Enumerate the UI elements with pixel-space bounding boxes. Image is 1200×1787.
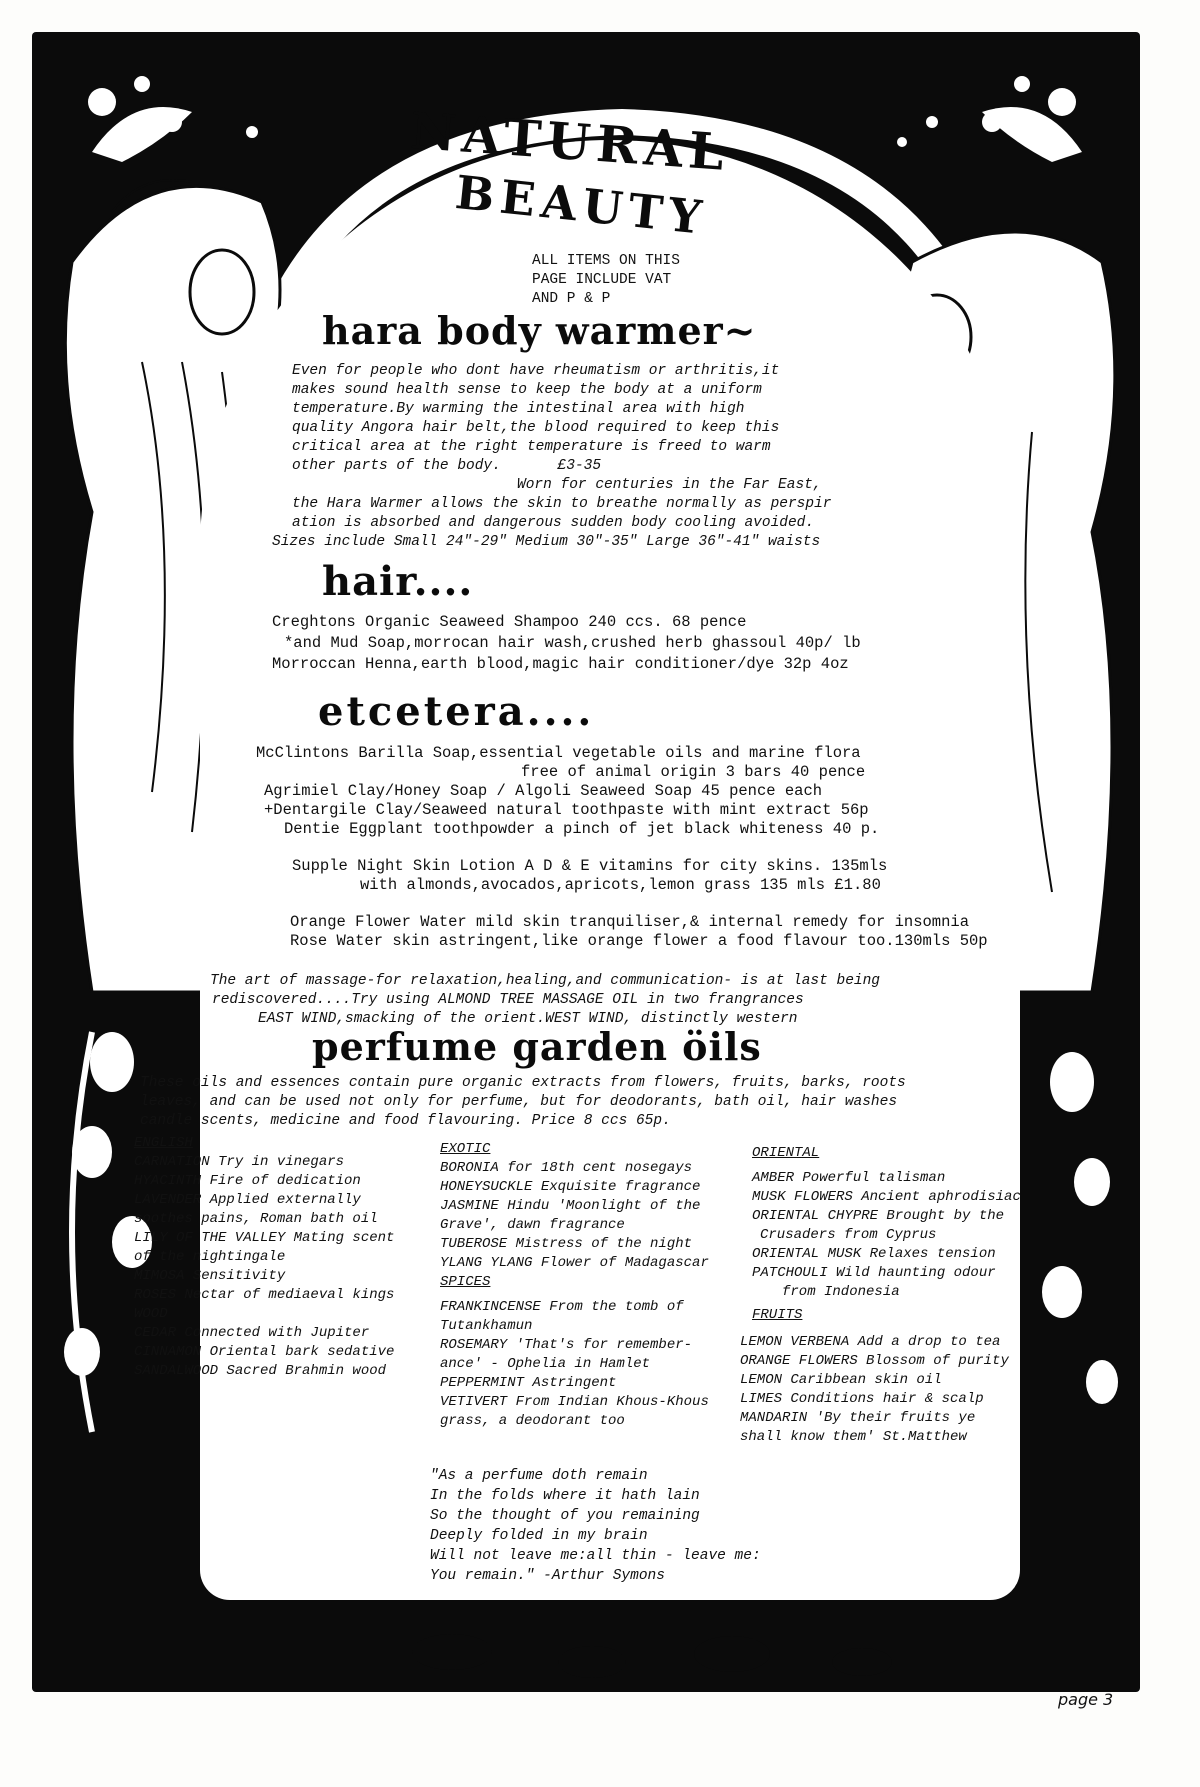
vat-note-line: ALL ITEMS ON THIS (532, 253, 680, 269)
perfume-item: AMBER Powerful talisman (752, 1170, 946, 1186)
page-title-line1: NATURAL (408, 100, 732, 183)
perfume-item: SANDALWOOD Sacred Brahmin wood (134, 1363, 387, 1379)
oriental-column (740, 1144, 1021, 1447)
poem-line: So the thought of you remaining (430, 1508, 700, 1524)
hara-line: the Hara Warmer allows the skin to breathe normally as perspir (292, 496, 832, 512)
perfume-intro (140, 1074, 906, 1131)
perfume-item: of the nightingale (134, 1249, 286, 1265)
perfume-item: ROSES Nectar of mediaeval kings (134, 1287, 395, 1303)
etcetera-item: Orange Flower Water mild skin tranquiliser,& internal remedy for insomnia (290, 913, 970, 931)
perfume-intro-line: leaves, and can be used not only for perfume, but for deodorants, bath oil, hair washes (140, 1094, 898, 1110)
poem-line: You remain." -Arthur Symons (430, 1568, 665, 1584)
hara-line: Worn for centuries in the Far East, (517, 477, 822, 493)
hair-list (272, 612, 861, 675)
perfume-item: BORONIA for 18th cent nosegays (440, 1160, 693, 1176)
english-column (134, 1134, 394, 1381)
hara-line: makes sound health sense to keep the body at a uniform (292, 382, 762, 398)
hara-heading: hara body warmer~ (322, 308, 757, 353)
massage-line: EAST WIND,smacking of the orient.WEST WIND, distinctly western (258, 1011, 798, 1027)
perfume-item: LILY OF THE VALLEY Mating scent (134, 1230, 395, 1246)
perfume-item: MUSK FLOWERS Ancient aphrodisiac (752, 1189, 1021, 1205)
hara-line: quality Angora hair belt,the blood required to keep this (292, 420, 780, 436)
etcetera-item: with almonds,avocados,apricots,lemon grass 135 mls £1.80 (360, 876, 881, 894)
perfume-item: VETIVERT From Indian Khous-Khous (440, 1394, 709, 1410)
perfume-item: MIMOSA Sensitivity (134, 1268, 286, 1284)
etcetera-item: McClintons Barilla Soap,essential vegetable oils and marine flora (256, 744, 861, 762)
bottom-pebbles (412, 1634, 892, 1678)
perfume-item: Tutankhamun (440, 1318, 533, 1334)
perfume-item: YLANG YLANG Flower of Madagascar (440, 1255, 709, 1271)
vat-note (532, 252, 680, 309)
hara-description (272, 362, 832, 552)
perfume-item: MANDARIN 'By their fruits ye (740, 1410, 976, 1426)
perfume-intro-line: candle scents, medicine and food flavouring. Price 8 ccs 65p. (140, 1113, 671, 1129)
massage-line: rediscovered....Try using ALMOND TREE MASSAGE OIL in two frangrances (212, 992, 804, 1008)
fruits-title: FRUITS (752, 1307, 803, 1323)
poem-line: In the folds where it hath lain (430, 1488, 700, 1504)
perfume-item: ROSEMARY 'That's for remember- (440, 1337, 693, 1353)
massage-line: The art of massage-for relaxation,healing,and communication- is at last being (210, 973, 881, 989)
poem-quote (430, 1466, 761, 1586)
hara-line: ation is absorbed and dangerous sudden body cooling avoided. (292, 515, 815, 531)
page-number: page 3 (1058, 1690, 1114, 1709)
perfume-item: ORANGE FLOWERS Blossom of purity (740, 1353, 1009, 1369)
perfume-item: shall know them' St.Matthew (740, 1429, 967, 1445)
hara-line: Even for people who dont have rheumatism or arthritis,it (292, 363, 780, 379)
vat-note-line: PAGE INCLUDE VAT (532, 272, 672, 288)
etcetera-item: Supple Night Skin Lotion A D & E vitamins for city skins. 135mls (292, 857, 888, 875)
poem-line: Deeply folded in my brain (430, 1528, 648, 1544)
etcetera-item: Rose Water skin astringent,like orange flower a food flavour too.130mls 50p (290, 932, 988, 950)
exotic-column (440, 1140, 709, 1431)
perfume-item: soothes pains, Roman bath oil (134, 1211, 378, 1227)
hara-line: critical area at the right temperature is freed to warm (292, 439, 771, 455)
perfume-item: LAVENDER Applied externally (134, 1192, 361, 1208)
hair-item: Creghtons Organic Seaweed Shampoo 240 ccs. 68 pence (272, 613, 747, 631)
perfume-item: Crusaders from Cyprus (760, 1227, 937, 1243)
hara-line: Sizes include Small 24"-29" Medium 30"-35" Large 36"-41" waists (272, 534, 821, 550)
page-title-line2: BEAUTY (452, 164, 710, 246)
perfume-item: ORIENTAL MUSK Relaxes tension (752, 1246, 996, 1262)
perfume-heading: perfume garden öils (312, 1024, 762, 1069)
perfume-item: LIMES Conditions hair & scalp (740, 1391, 984, 1407)
etcetera-item: +Dentargile Clay/Seaweed natural toothpaste with mint extract 56p (264, 801, 869, 819)
perfume-item: from Indonesia (782, 1284, 900, 1300)
perfume-item: CEDAR Connected with Jupiter (134, 1325, 370, 1341)
etcetera-heading: etcetera.... (318, 688, 595, 735)
etcetera-item: Agrimiel Clay/Honey Soap / Algoli Seaweed Soap 45 pence each (264, 782, 823, 800)
oriental-title: ORIENTAL (752, 1145, 820, 1161)
perfume-item: LEMON Caribbean skin oil (740, 1372, 942, 1388)
poem-line: Will not leave me:all thin - leave me: (430, 1548, 761, 1564)
hair-item: Morroccan Henna,earth blood,magic hair conditioner/dye 32p 4oz (272, 655, 849, 673)
exotic-title: EXOTIC (440, 1141, 491, 1157)
spices-title: SPICES (440, 1274, 491, 1290)
perfume-item: FRANKINCENSE From the tomb of (440, 1299, 684, 1315)
perfume-item: CARNATION Try in vinegars (134, 1154, 345, 1170)
perfume-intro-line: These oils and essences contain pure organic extracts from flowers, fruits, barks, roots (140, 1075, 906, 1091)
perfume-item: HONEYSUCKLE Exquisite fragrance (440, 1179, 701, 1195)
perfume-item: ORIENTAL CHYPRE Brought by the (752, 1208, 1005, 1224)
perfume-item: JASMINE Hindu 'Moonlight of the (440, 1198, 701, 1214)
perfume-item: ance' - Ophelia in Hamlet (440, 1356, 651, 1372)
english-title: ENGLISH (134, 1135, 193, 1151)
hara-line: other parts of the body. (292, 458, 501, 474)
perfume-item: CINNAMON Oriental bark sedative (134, 1344, 395, 1360)
poem-line: "As a perfume doth remain (430, 1468, 648, 1484)
perfume-item: PEPPERMINT Astringent (440, 1375, 617, 1391)
perfume-item: PATCHOULI Wild haunting odour (752, 1265, 996, 1281)
perfume-item: WOOD (134, 1306, 168, 1322)
perfume-item: TUBEROSE Mistress of the night (440, 1236, 693, 1252)
hara-price: £3-35 (557, 458, 602, 474)
hair-item: *and Mud Soap,morrocan hair wash,crushed herb ghassoul 40p/ lb (284, 634, 861, 652)
perfume-item: LEMON VERBENA Add a drop to tea (740, 1334, 1001, 1350)
hara-line: temperature.By warming the intestinal area with high (292, 401, 745, 417)
etcetera-item: free of animal origin 3 bars 40 pence (521, 763, 866, 781)
massage-paragraph (210, 972, 880, 1029)
etcetera-item: Dentie Eggplant toothpowder a pinch of jet black whiteness 40 p. (284, 820, 880, 838)
vat-note-line: AND P & P (532, 291, 611, 307)
hair-heading: hair.... (322, 558, 474, 605)
perfume-item: Grave', dawn fragrance (440, 1217, 625, 1233)
perfume-item: HYACINTH Fire of dedication (134, 1173, 361, 1189)
etcetera-list (256, 744, 988, 951)
perfume-item: grass, a deodorant too (440, 1413, 625, 1429)
